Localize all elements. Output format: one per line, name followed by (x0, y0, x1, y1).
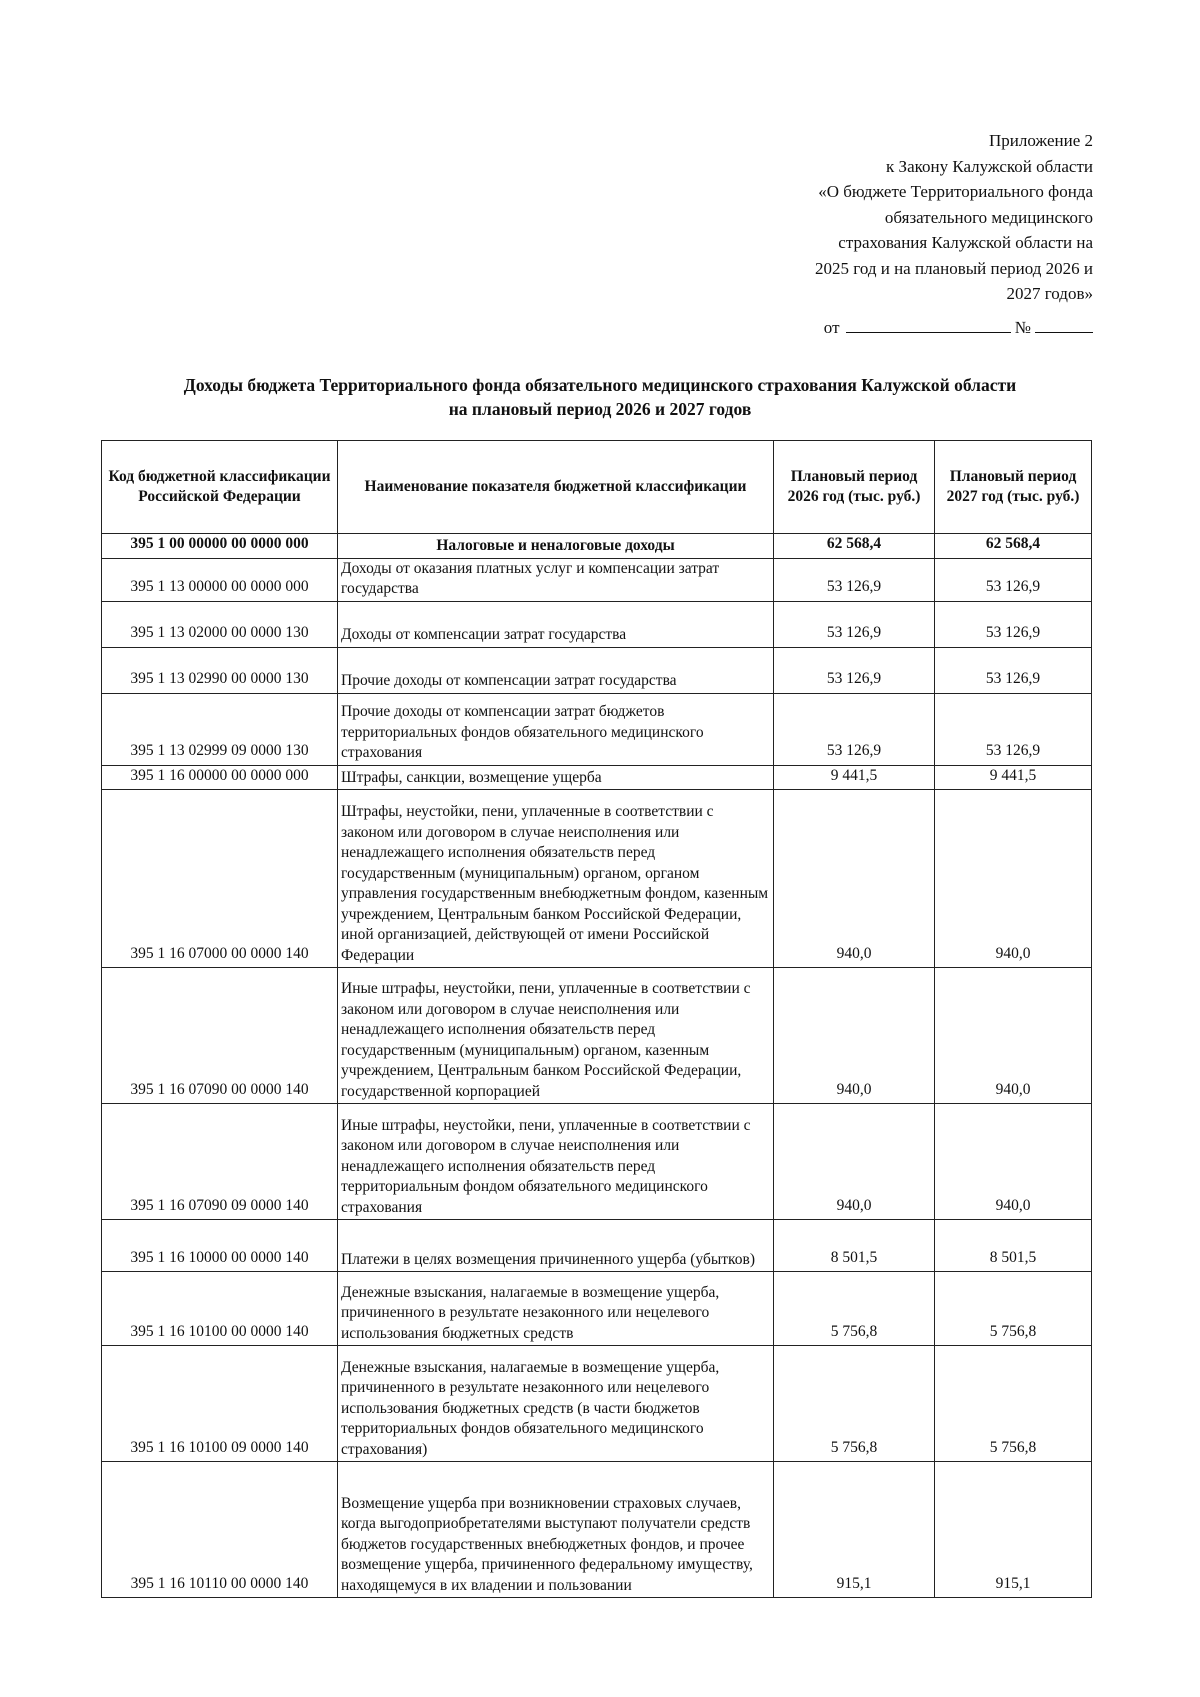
row-2026: 940,0 (774, 790, 935, 968)
row-2026: 53 126,9 (774, 647, 935, 693)
row-code: 395 1 16 07090 09 0000 140 (102, 1104, 338, 1220)
appendix-line: 2025 год и на плановый период 2026 и (815, 258, 1093, 278)
row-name: Штрафы, санкции, возмещение ущерба (338, 765, 774, 790)
row-code: 395 1 13 00000 00 0000 000 (102, 558, 338, 601)
table-row (102, 968, 1092, 1104)
row-code: 395 1 16 07000 00 0000 140 (102, 790, 338, 968)
row-2027: 53 126,9 (935, 693, 1092, 765)
table-row (102, 1220, 1092, 1272)
row-name: Возмещение ущерба при возникновении страховых случаев, когда выгодоприобретателями выступают получатели средств бюджетов государственных внебюджетных фондов, и прочее возмещение ущерба, причиненного федеральному имуществу, находящемуся в их владении и пользовании (338, 1462, 774, 1598)
table-row (102, 790, 1092, 968)
row-2026: 53 126,9 (774, 693, 935, 765)
table-row (102, 765, 1092, 790)
row-2026: 62 568,4 (774, 534, 935, 559)
row-code: 395 1 16 00000 00 0000 000 (102, 765, 338, 790)
row-2026: 53 126,9 (774, 601, 935, 647)
row-2026: 915,1 (774, 1462, 935, 1598)
header-2027: Плановый период 2027 год (тыс. руб.) (935, 441, 1092, 534)
appendix-line: «О бюджете Территориального фонда (818, 182, 1093, 201)
table-row (102, 1104, 1092, 1220)
row-name: Денежные взыскания, налагаемые в возмещение ущерба, причиненного в результате незаконного или нецелевого использования бюджетных средств (338, 1272, 774, 1346)
title-line-2: на плановый период 2026 и 2027 годов (448, 399, 752, 419)
appendix-line: обязательного медицинского (884, 207, 1093, 227)
row-2026: 940,0 (774, 1104, 935, 1220)
row-code: 395 1 16 10110 00 0000 140 (102, 1462, 338, 1598)
row-2027: 940,0 (935, 790, 1092, 968)
row-name: Доходы от компенсации затрат государства (338, 601, 774, 647)
document-title (100, 373, 1100, 421)
revenue-table (101, 440, 1092, 1598)
appendix-line: к Закону Калужской области (886, 156, 1093, 176)
row-name: Иные штрафы, неустойки, пени, уплаченные в соответствии с законом или договором в случае неисполнения или ненадлежащего исполнения обязательств перед государственным (муниципальным) органом, казенным учреждением, Центральным банком Российской Федерации, государственной корпорацией (338, 968, 774, 1104)
row-2027: 915,1 (935, 1462, 1092, 1598)
row-code: 395 1 00 00000 00 0000 000 (102, 534, 338, 559)
row-name: Денежные взыскания, налагаемые в возмещение ущерба, причиненного в результате незаконного или нецелевого использования бюджетных средств (в части бюджетов территориальных фондов обязательного медицинского страхования) (338, 1346, 774, 1462)
number-blank (1035, 316, 1093, 333)
table-row (102, 1272, 1092, 1346)
table-row (102, 1346, 1092, 1462)
row-2027: 5 756,8 (935, 1346, 1092, 1462)
appendix-line: 2027 годов» (1006, 284, 1093, 303)
row-code: 395 1 16 10100 00 0000 140 (102, 1272, 338, 1346)
row-2026: 940,0 (774, 968, 935, 1104)
row-code: 395 1 16 10100 09 0000 140 (102, 1346, 338, 1462)
row-name: Налоговые и неналоговые доходы (338, 534, 774, 559)
table-row (102, 647, 1092, 693)
row-code: 395 1 16 07090 00 0000 140 (102, 968, 338, 1104)
row-2027: 9 441,5 (935, 765, 1092, 790)
header-2026: Плановый период 2026 год (тыс. руб.) (774, 441, 935, 534)
row-code: 395 1 13 02999 09 0000 130 (102, 693, 338, 765)
row-name: Доходы от оказания платных услуг и компенсации затрат государства (338, 558, 774, 601)
row-2026: 5 756,8 (774, 1272, 935, 1346)
table-header-row (102, 441, 1092, 534)
row-code: 395 1 13 02000 00 0000 130 (102, 601, 338, 647)
date-number-line (824, 316, 1093, 339)
row-2027: 53 126,9 (935, 601, 1092, 647)
date-blank (846, 316, 1011, 333)
row-2026: 8 501,5 (774, 1220, 935, 1272)
row-name: Платежи в целях возмещения причиненного ущерба (убытков) (338, 1220, 774, 1272)
table-row (102, 601, 1092, 647)
row-name: Прочие доходы от компенсации затрат государства (338, 647, 774, 693)
appendix-line: Приложение 2 (989, 131, 1093, 150)
table-row (102, 534, 1092, 559)
row-2027: 5 756,8 (935, 1272, 1092, 1346)
row-2027: 53 126,9 (935, 558, 1092, 601)
row-2026: 5 756,8 (774, 1346, 935, 1462)
table-row (102, 558, 1092, 601)
row-name: Штрафы, неустойки, пени, уплаченные в соответствии с законом или договором в случае неисполнения или ненадлежащего исполнения обязательств перед государственным (муниципальным) органом, органом управления государственным внебюджетным фондом, казенным учреждением, Центральным банком Российской Федерации, иной организацией, действующей от имени Российской Федерации (338, 790, 774, 968)
row-2027: 62 568,4 (935, 534, 1092, 559)
row-name: Прочие доходы от компенсации затрат бюджетов территориальных фондов обязательного медицинского страхования (338, 693, 774, 765)
table-row (102, 693, 1092, 765)
row-2027: 53 126,9 (935, 647, 1092, 693)
appendix-block (763, 128, 1093, 307)
header-name: Наименование показателя бюджетной классификации (338, 441, 774, 534)
row-2027: 940,0 (935, 968, 1092, 1104)
row-name: Иные штрафы, неустойки, пени, уплаченные в соответствии с законом или договором в случае неисполнения или ненадлежащего исполнения обязательств перед территориальным фондом обязательного медицинского страхования (338, 1104, 774, 1220)
row-2027: 940,0 (935, 1104, 1092, 1220)
row-2027: 8 501,5 (935, 1220, 1092, 1272)
row-2026: 9 441,5 (774, 765, 935, 790)
title-line-1: Доходы бюджета Территориального фонда обязательного медицинского страхования Калужской области (183, 375, 1017, 395)
row-code: 395 1 16 10000 00 0000 140 (102, 1220, 338, 1272)
date-prefix: от (823, 318, 840, 337)
header-code: Код бюджетной классификации Российской Федерации (102, 441, 338, 534)
appendix-line: страхования Калужской области на (838, 233, 1093, 252)
row-2026: 53 126,9 (774, 558, 935, 601)
row-code: 395 1 13 02990 00 0000 130 (102, 647, 338, 693)
table-row (102, 1462, 1092, 1598)
number-sign: № (1014, 318, 1031, 337)
